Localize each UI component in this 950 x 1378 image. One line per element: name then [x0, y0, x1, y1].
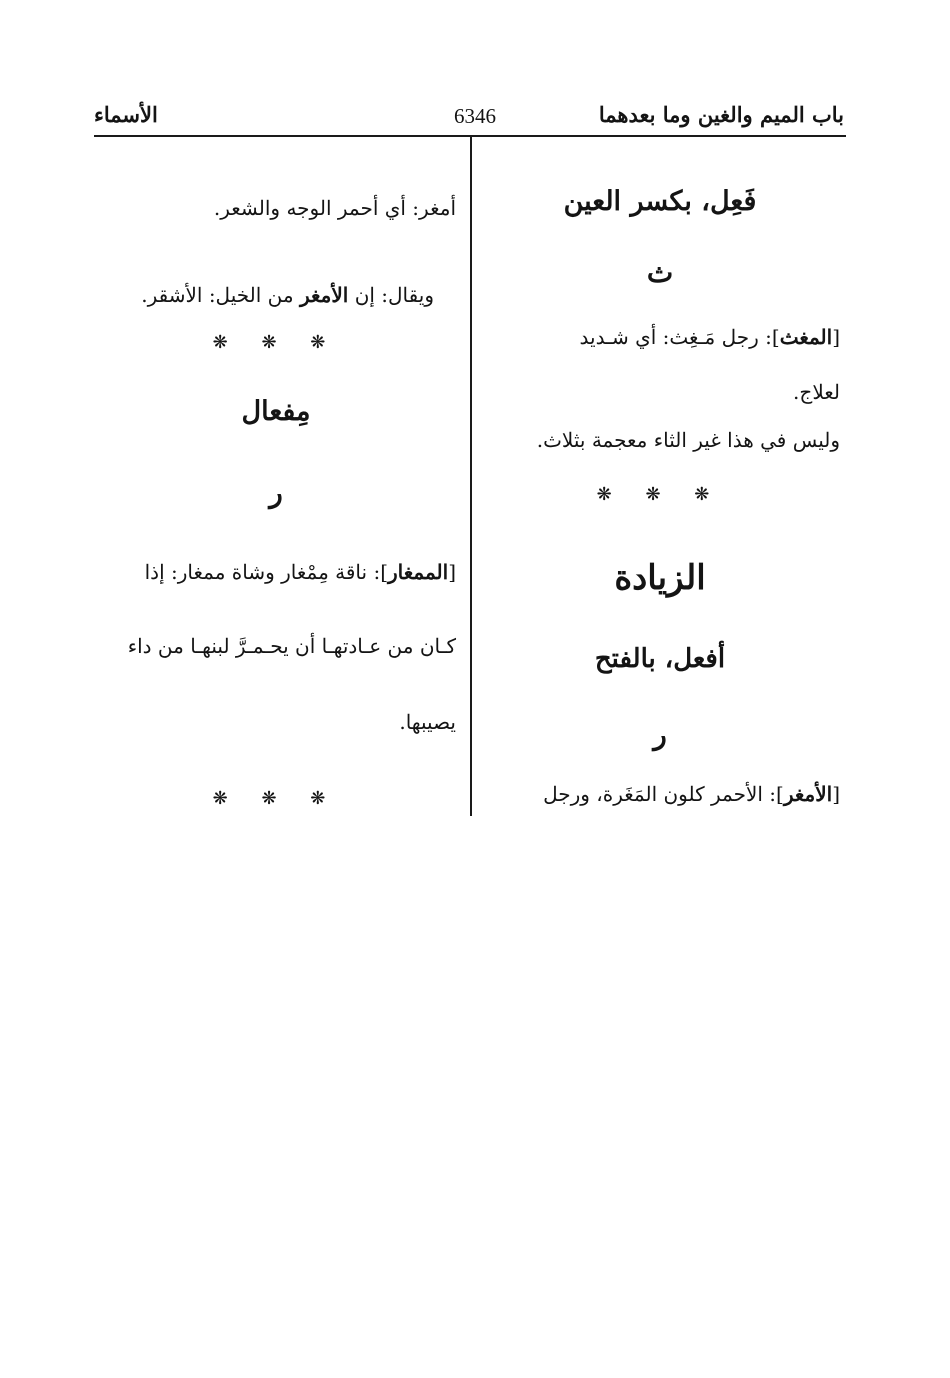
entry-term: الأمغر — [299, 283, 349, 307]
pattern-heading-fail: فَعِل، بكسر العين — [563, 186, 757, 217]
entry-amghar-continued: أمغر: أي أحمر الوجه والشعر. — [213, 196, 456, 220]
running-header-part: الأسماء — [94, 102, 158, 127]
entry-mughth-note: وليس في هذا غير الثاء معجمة بثلاث. — [536, 428, 840, 452]
page-number: 6346 — [454, 104, 496, 128]
entry-mughth-line2: لعلاج. — [793, 380, 840, 404]
section-separator: ❋ ❋ ❋ — [596, 484, 724, 505]
entry-term: الأمغر — [783, 782, 833, 806]
root-letter-ra: ر — [653, 718, 667, 751]
entry-mimghar-line2: كـان من عـادتهـا أن يحـمـرَّ لبنهـا من داء — [127, 634, 456, 658]
pattern-heading-mifal: مِفعال — [241, 396, 311, 427]
running-header-section: باب الميم والغين وما بعدهما — [598, 102, 844, 127]
section-title-ziyada: الزيادة — [614, 558, 706, 598]
section-separator: ❋ ❋ ❋ — [212, 332, 340, 353]
entry-amghar: [الأمغر]: الأحمر كلون المَغَرة، ورجل — [543, 782, 840, 806]
pattern-heading-afal: أفعل، بالفتح — [594, 644, 726, 674]
entry-amghar-horse: ويقال: إن الأمغر من الخيل: الأشقر. — [141, 283, 434, 307]
entry-mughth: [المغث]: رجل مَـغِث: أي شـديد — [579, 325, 840, 349]
entry-mimghar: [الممغار]: ناقة مِمْغار وشاة ممغار: إذا — [144, 560, 456, 584]
entry-term: الممغار — [388, 560, 449, 584]
column-divider — [470, 136, 472, 816]
section-separator: ❋ ❋ ❋ — [212, 788, 340, 809]
entry-mimghar-line3: يصيبها. — [399, 710, 456, 734]
root-letter-ra: ر — [269, 476, 283, 509]
root-letter-tha: ث — [646, 256, 674, 289]
entry-term: المغث — [779, 325, 833, 349]
